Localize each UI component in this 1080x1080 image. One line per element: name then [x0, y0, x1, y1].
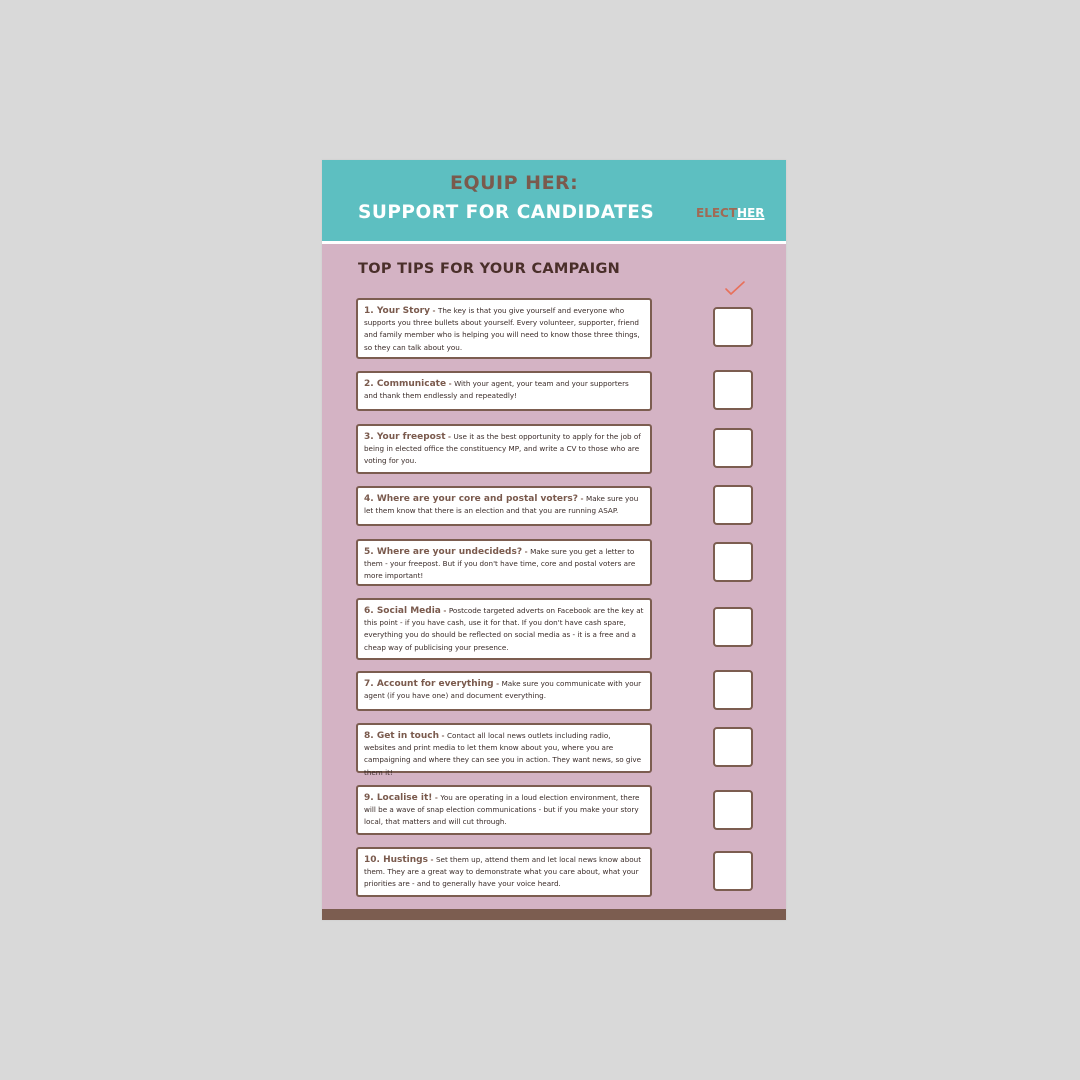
tip-card-1: 1. Your Story - The key is that you give yourself and everyone who supports you three bullets about yourself. Every volunteer, supporter, friend and family member who is helping you will need to know those three things, so they can talk about you. — [356, 298, 652, 359]
tip-title: 5. Where are your undecideds? — [364, 547, 523, 557]
tip-title: 2. Communicate — [364, 379, 447, 389]
checkbox-8[interactable] — [713, 727, 753, 767]
title-line-1: EQUIP HER: — [450, 172, 579, 194]
tip-text: Contact all local news outlets including radio, websites and print media to let them know about you, where you are campaigning and where they can see you in action. They want news, so give them it! — [364, 731, 642, 777]
title-line-2: SUPPORT FOR CANDIDATES — [358, 202, 655, 223]
checkbox-9[interactable] — [713, 790, 753, 830]
tip-text: Make sure you communicate with your agent (if you have one) and document everything. — [364, 679, 642, 701]
tip-text: Set them up, attend them and let local news know about them. They are a great way to demonstrate what you care about, what your priorities are - and to generally have your voice heard. — [364, 855, 642, 889]
footer-bar — [322, 909, 786, 920]
tip-title: 3. Your freepost — [364, 432, 446, 442]
tip-title: 10. Hustings — [364, 855, 428, 865]
tip-title: 6. Social Media — [364, 606, 441, 616]
tip-card-6: 6. Social Media - Postcode targeted adverts on Facebook are the key at this point - if you have cash, use it for that. If you don't have cash spare, everything you do should be reflected on social media as - it is a free and a cheap way of publicising your presence. — [356, 598, 652, 660]
checklist-sheet — [322, 160, 786, 920]
checkbox-2[interactable] — [713, 370, 753, 410]
checkbox-6[interactable] — [713, 607, 753, 647]
tip-card-8: 8. Get in touch - Contact all local news outlets including radio, websites and print media to let them know about you, where you are campaigning and where they can see you in action. They want news, so give them it! — [356, 723, 652, 773]
tip-card-4: 4. Where are your core and postal voters? - Make sure you let them know that there is an election and that you are running ASAP. — [356, 486, 652, 526]
section-title: TOP TIPS FOR YOUR CAMPAIGN — [358, 261, 621, 277]
check-icon — [724, 280, 746, 296]
checkbox-1[interactable] — [713, 307, 753, 347]
tip-card-5: 5. Where are your undecideds? - Make sure you get a letter to them - your freepost. But if you don't have time, core and postal voters are more important! — [356, 539, 652, 586]
header-banner — [322, 160, 786, 244]
checkbox-7[interactable] — [713, 670, 753, 710]
tip-title: 9. Localise it! — [364, 793, 433, 803]
tip-text: Make sure you get a letter to them - your freepost. But if you don't have time, core and postal voters are more important! — [364, 547, 636, 581]
tip-card-2: 2. Communicate - With your agent, your team and your supporters and thank them endlessly and repeatedly! — [356, 371, 652, 411]
checkbox-10[interactable] — [713, 851, 753, 891]
tip-card-9: 9. Localise it! - You are operating in a loud election environment, there will be a wave of snap election communications - but if you make your story local, that matters and will cut through. — [356, 785, 652, 835]
tip-title: 1. Your Story — [364, 306, 430, 316]
tip-card-7: 7. Account for everything - Make sure you communicate with your agent (if you have one) and document everything. — [356, 671, 652, 711]
tip-text: Postcode targeted adverts on Facebook are the key at this point - if you have cash, use it for that. If you don't have cash spare, everything you do should be reflected on social media as - it is a free and a cheap way of publicising your presence. — [364, 606, 644, 652]
tip-card-3: 3. Your freepost - Use it as the best opportunity to apply for the job of being in elected office the constituency MP, and write a CV to those who are voting for you. — [356, 424, 652, 474]
tip-title: 4. Where are your core and postal voters? — [364, 494, 579, 504]
tip-card-10: 10. Hustings - Set them up, attend them and let local news know about them. They are a great way to demonstrate what you care about, what your priorities are - and to generally have your voice heard. — [356, 847, 652, 897]
tip-title: 7. Account for everything — [364, 679, 494, 689]
electher-logo: ELECTHER — [696, 206, 765, 220]
tip-text: You are operating in a loud election environment, there will be a wave of snap election communications - but if you make your story local, that matters and will cut through. — [364, 793, 640, 827]
tip-text: Make sure you let them know that there is an election and that you are running ASAP. — [364, 494, 639, 516]
tip-title: 8. Get in touch — [364, 731, 440, 741]
tip-text: With your agent, your team and your supporters and thank them endlessly and repeatedly! — [364, 379, 629, 401]
tip-text: Use it as the best opportunity to apply for the job of being in elected office the constituency MP, and write a CV to those who are voting for you. — [364, 432, 641, 466]
checkbox-3[interactable] — [713, 428, 753, 468]
checkbox-5[interactable] — [713, 542, 753, 582]
tip-text: The key is that you give yourself and everyone who supports you three bullets about yourself. Every volunteer, supporter, friend and family member who is helping you will need to know those three things, so they can talk about you. — [364, 306, 640, 352]
checkbox-4[interactable] — [713, 485, 753, 525]
